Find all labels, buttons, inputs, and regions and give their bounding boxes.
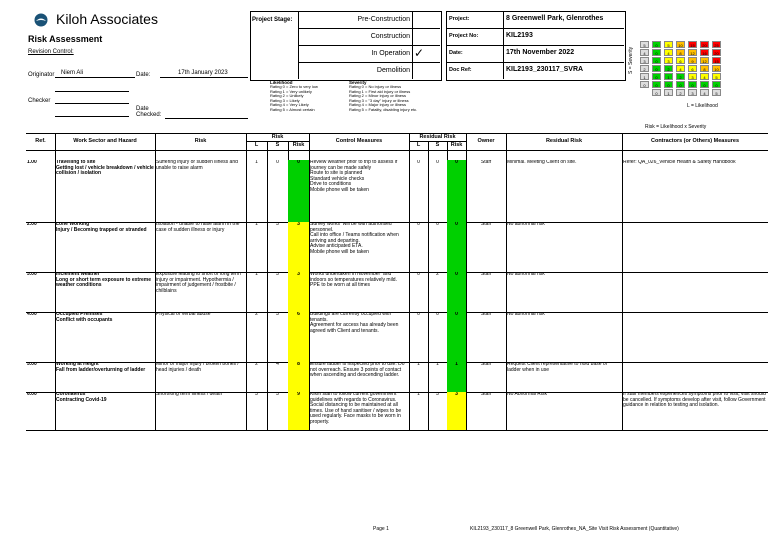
- project-info-label: Doc Ref:: [449, 67, 472, 73]
- cell-owner: Staff: [480, 392, 492, 397]
- project-info-label: Date:: [449, 50, 463, 56]
- likelihood-item: Rating 0 = Zero to very low: [270, 84, 318, 89]
- matrix-axis-s: S = Severity: [628, 46, 634, 74]
- matrix-cell: 2: [640, 65, 649, 72]
- matrix-cell: 1: [640, 73, 649, 80]
- cell-contractors: [622, 312, 768, 362]
- matrix-cell: 25: [712, 41, 721, 48]
- cell-rr: 0: [447, 222, 466, 272]
- header-sector: Work Sector and Hazard: [73, 138, 137, 145]
- project-info-value: KIL2193: [506, 32, 533, 39]
- cell-l: 1: [255, 222, 258, 227]
- hazard-detail: Long or short term exposure to extreme weather conditions: [56, 276, 152, 289]
- header-l: L: [254, 142, 259, 149]
- cell-contractors: [622, 272, 768, 312]
- cell-rs: 0: [436, 160, 439, 165]
- likelihood-item: Rating 2 = Unlikely: [270, 93, 304, 99]
- footer-page: Page 1: [373, 526, 389, 532]
- cell-owner: Staff: [480, 222, 492, 227]
- hazard-title: Occupied Premises: [56, 312, 103, 317]
- doc-title: Risk Assessment: [28, 34, 103, 44]
- checker-label: Checker: [28, 98, 51, 104]
- cell-risk: Short/long term illness / death: [156, 392, 223, 397]
- cell-sector: [55, 362, 155, 392]
- cell-sector: [55, 312, 155, 362]
- cell-rr: 1: [447, 362, 466, 392]
- severity-item: Rating 3 = "3 day" injury or illness: [349, 97, 409, 103]
- matrix-cell: 9: [688, 57, 697, 64]
- severity-list: [349, 85, 417, 113]
- checker-field-2[interactable]: [55, 116, 129, 117]
- matrix-l-cell: 5: [712, 89, 721, 96]
- cell-rr: 3: [447, 392, 466, 430]
- severity-item: Rating 4 = Major injury or illness: [349, 102, 407, 108]
- cell-residual: No abnormal risk: [507, 222, 545, 227]
- cell-contractors: [622, 222, 768, 272]
- cell-residual: No Abnormal Risk: [507, 392, 548, 397]
- header-risk-group: Risk: [271, 133, 284, 140]
- matrix-cell: 0: [688, 81, 697, 88]
- company-logo: [34, 13, 48, 27]
- hazard-title: Lone Working: [56, 222, 90, 227]
- revision-label: Revision Control:: [28, 49, 74, 55]
- matrix-cell: 0: [652, 49, 661, 56]
- cell-s: 4: [276, 362, 279, 367]
- matrix-cell: 8: [700, 65, 709, 72]
- checked-label: Checked:: [136, 112, 162, 118]
- matrix-cell: 1: [664, 73, 673, 80]
- hazard-detail: Conflict with occupants: [56, 316, 113, 323]
- date-label: Date:: [136, 72, 151, 78]
- hazard-detail: Injury / Becoming trapped or stranded: [56, 226, 147, 233]
- stage-checkbox[interactable]: ✓: [414, 46, 425, 60]
- cell-rl: 1: [417, 392, 420, 397]
- likelihood-list: [270, 85, 318, 113]
- cell-r: 0: [288, 160, 309, 222]
- matrix-cell: 4: [676, 65, 685, 72]
- cell-risk: Suffering injury or sudden illness and unable to raise alarm: [156, 160, 238, 171]
- matrix-cell: 0: [640, 81, 649, 88]
- matrix-cell: 0: [652, 65, 661, 72]
- cell-rs: 3: [436, 392, 439, 397]
- matrix-cell: 0: [652, 81, 661, 88]
- matrix-l-cell: 2: [676, 89, 685, 96]
- company-name: Kiloh Associates: [56, 11, 158, 27]
- originator-label: Originator: [28, 72, 55, 78]
- matrix-cell: 20: [700, 41, 709, 48]
- header-residual: Residual Risk: [545, 138, 583, 145]
- project-info-row-line: [446, 45, 624, 46]
- cell-rr: 0: [447, 272, 466, 312]
- matrix-cell: 0: [652, 41, 661, 48]
- project-info-label: Project:: [449, 16, 470, 22]
- matrix-cell: 6: [676, 57, 685, 64]
- project-info-row-line: [446, 28, 624, 29]
- cell-risk: Physical or verbal abuse: [156, 312, 211, 317]
- cell-r: 8: [288, 362, 309, 392]
- cell-residual: Request Client representative to hold base of ladder when in use: [507, 362, 608, 373]
- hazard-title: Travelling to site: [56, 160, 96, 165]
- date-field[interactable]: 17th January 2023: [160, 70, 248, 78]
- cell-sector: [55, 222, 155, 272]
- header-rs: S: [435, 142, 440, 149]
- stage-name: Demolition: [376, 67, 410, 74]
- cell-contractors: Refer: QA_026_Vehicle Health & Safety Handbook: [623, 160, 736, 165]
- originator-field[interactable]: Niem Ali: [55, 70, 135, 78]
- likelihood-item: Rating 1 = Very unlikely: [270, 88, 312, 94]
- cell-l: 1: [255, 272, 258, 277]
- cell-residual: No abnormal risk: [507, 272, 545, 277]
- cell-contractors: [622, 362, 768, 392]
- cell-contractors: If staff members experiences symptoms prior to visit, visit should be cancelled. If symptoms develop after visit, follow Government guidance in relation to testing and isolation.: [623, 392, 766, 409]
- cell-rl: 0: [417, 222, 420, 227]
- checker-field[interactable]: [55, 103, 129, 104]
- cell-owner: Staff: [480, 272, 492, 277]
- cell-ref: 3.00: [27, 272, 37, 277]
- header-ref: Ref.: [35, 138, 46, 145]
- header-r: Risk: [292, 142, 305, 149]
- matrix-cell: 0: [664, 81, 673, 88]
- project-info-value: KIL2193_230117_SVRA: [506, 66, 584, 73]
- header-risk: Risk: [194, 138, 207, 145]
- header-control: Control Measures: [335, 138, 383, 145]
- stage-row-line: [298, 28, 440, 29]
- cell-l: 1: [255, 160, 258, 165]
- matrix-cell: 16: [700, 49, 709, 56]
- cell-risk: Minor or major injury / broken bones / head injuries / death: [156, 362, 239, 373]
- matrix-cell: 3: [664, 57, 673, 64]
- checked-field[interactable]: [165, 118, 248, 119]
- header-owner: Owner: [477, 138, 495, 145]
- cell-control: Buildings are currently occupied with tenants. Agreement for access has already been agreed with Client and tenants.: [310, 312, 399, 334]
- matrix-l-cell: 4: [700, 89, 709, 96]
- matrix-cell: 12: [688, 49, 697, 56]
- matrix-cell: 10: [676, 41, 685, 48]
- cell-control: Survey works will be with authorised personnel. Call into office / Teams notification when arriving and departing. Advise anticipated ETA. Mobile phone will be taken: [310, 222, 399, 255]
- stage-name: Construction: [370, 33, 410, 40]
- matrix-cell: 0: [700, 81, 709, 88]
- project-info-row-line: [446, 62, 624, 63]
- matrix-l-cell: 0: [652, 89, 661, 96]
- cell-ref: 2.00: [27, 222, 37, 227]
- header-rr: Risk: [450, 142, 463, 149]
- cell-rs: 0: [436, 312, 439, 317]
- cell-s: 3: [276, 312, 279, 317]
- hazard-title: Coronavirus: [56, 392, 86, 397]
- cell-risk: Exposure leading to short or long term injury or impairment. Hypothermia / impairment of judgement / frostbite / chilblains: [156, 272, 241, 294]
- hazard-title: Working at Height: [56, 362, 99, 367]
- matrix-cell: 3: [640, 57, 649, 64]
- matrix-cell: 20: [712, 49, 721, 56]
- date-divider: [55, 91, 129, 92]
- likelihood-title: Likelihood: [270, 80, 293, 85]
- matrix-cell: 15: [688, 41, 697, 48]
- cell-rr: 0: [447, 160, 466, 222]
- cell-rl: 1: [417, 362, 420, 367]
- matrix-cell: 4: [700, 73, 709, 80]
- matrix-axis-l: L = Likelihood: [687, 103, 718, 109]
- likelihood-item: Rating 4 = Very Likely: [270, 102, 309, 108]
- severity-item: Rating 0 = No injury or illness: [349, 84, 402, 89]
- matrix-cell: 0: [712, 81, 721, 88]
- matrix-cell: 2: [664, 65, 673, 72]
- cell-owner: Staff: [480, 312, 492, 317]
- footer-ref: KIL2193_230117_8 Greenwell Park, Glenrothes_NA_Site Visit Risk Assessment (Quantitative): [470, 526, 679, 532]
- cell-s: 0: [276, 160, 279, 165]
- matrix-cell: 2: [676, 73, 685, 80]
- cell-s: 3: [276, 222, 279, 227]
- header-bottom-line: [26, 150, 768, 151]
- matrix-l-cell: 1: [664, 89, 673, 96]
- cell-l: 2: [255, 312, 258, 317]
- matrix-cell: 10: [712, 65, 721, 72]
- cell-r: 6: [288, 312, 309, 362]
- cell-sector: [55, 272, 155, 312]
- cell-rl: 0: [417, 160, 420, 165]
- cell-ref: 4.00: [27, 312, 37, 317]
- matrix-cell: 4: [640, 49, 649, 56]
- matrix-cell: 0: [652, 57, 661, 64]
- header-residual-group: Residual Risk: [419, 133, 456, 140]
- cell-control: Kiloh staff to follow current government guidelines with regards to Coronavirus. Social distancing to be maintained at all times. Use of hand sanitiser / wipes to be used regularly. Face masks to be worn in property.: [310, 392, 403, 425]
- cell-ref: 1.00: [27, 160, 37, 165]
- cell-control: Works undertaken in November and indoors so temperatures relatively mild. PPE to be worn at all times: [310, 272, 397, 289]
- cell-control: Review weather prior to trip to assess if journey can be made safely Route to site is planned Standard vehicle checks Drive to conditions Mobile phone will be taken: [310, 160, 398, 193]
- cell-owner: Staff: [480, 362, 492, 367]
- header-rl: L: [416, 142, 421, 149]
- matrix-cell: 0: [652, 73, 661, 80]
- project-info-label: Project No:: [449, 33, 479, 39]
- hazard-detail: Getting lost / vehicle breakdown / vehicle collision / isolation: [56, 164, 154, 177]
- stage-row-line: [298, 62, 440, 63]
- cell-l: 2: [255, 362, 258, 367]
- cell-rl: 0: [417, 312, 420, 317]
- matrix-formula: Risk = Likelihood x Severity: [645, 124, 707, 130]
- severity-item: Rating 5 = Fatality, disabling injury etc.: [349, 106, 418, 112]
- header-contractors: Contractors (or Others) Measures: [650, 138, 740, 145]
- likelihood-item: Rating 3 = Likely: [270, 97, 300, 103]
- cell-rr: 0: [447, 312, 466, 362]
- cell-residual: No abnormal risk: [507, 312, 545, 317]
- cell-r: 3: [288, 272, 309, 312]
- header-s: S: [275, 142, 280, 149]
- matrix-cell: 4: [664, 49, 673, 56]
- cell-residual: Minimal. Meeting Client on site.: [507, 160, 577, 165]
- matrix-cell: 12: [700, 57, 709, 64]
- cell-rl: 0: [417, 272, 420, 277]
- cell-l: 3: [255, 392, 258, 397]
- matrix-cell: 0: [676, 81, 685, 88]
- matrix-cell: 15: [712, 57, 721, 64]
- stage-label: Project Stage:: [252, 17, 293, 23]
- matrix-cell: 5: [640, 41, 649, 48]
- cell-rs: 1: [436, 362, 439, 367]
- cell-sector: [55, 160, 155, 222]
- hazard-detail: Contracting Covid-19: [56, 396, 107, 403]
- severity-item: Rating 1 = First aid injury or illness: [349, 88, 411, 94]
- matrix-cell: 5: [664, 41, 673, 48]
- cell-r: 3: [288, 222, 309, 272]
- cell-r: 9: [288, 392, 309, 430]
- cell-sector: [55, 392, 155, 430]
- stage-name: Pre-Construction: [357, 16, 410, 23]
- table-bottom-line: [26, 430, 768, 431]
- likelihood-item: Rating 5 = Almost certain: [270, 106, 315, 112]
- cell-rs: 2: [436, 272, 439, 277]
- cell-risk: Isolation - unable to raise alarm in the case of sudden illness or injury: [156, 222, 240, 233]
- matrix-l-cell: 3: [688, 89, 697, 96]
- hazard-detail: Fall from ladder/overturning of ladder: [56, 366, 146, 373]
- matrix-cell: 8: [676, 49, 685, 56]
- matrix-cell: 6: [688, 65, 697, 72]
- matrix-cell: 5: [712, 73, 721, 80]
- cell-rs: 0: [436, 222, 439, 227]
- cell-s: 3: [276, 272, 279, 277]
- severity-item: Rating 2 = Minor injury or illness: [349, 93, 407, 99]
- stage-name: In Operation: [371, 50, 410, 57]
- cell-owner: Staff: [480, 160, 492, 165]
- project-info-value: 8 Greenwell Park, Glenrothes: [506, 15, 604, 22]
- cell-ref: 6.00: [27, 392, 37, 397]
- cell-s: 3: [276, 392, 279, 397]
- hazard-title: Inclement weather: [56, 272, 100, 277]
- cell-control: Ensure ladder is inspected prior to use. Do not overreach. Ensure 3 points of contact when ascending and descending ladder.: [310, 362, 406, 379]
- date2-label: Date: [136, 106, 149, 112]
- project-info-value: 17th November 2022: [506, 49, 575, 56]
- matrix-cell: 3: [688, 73, 697, 80]
- severity-title: Severity: [349, 80, 367, 85]
- cell-ref: 5.00: [27, 362, 37, 367]
